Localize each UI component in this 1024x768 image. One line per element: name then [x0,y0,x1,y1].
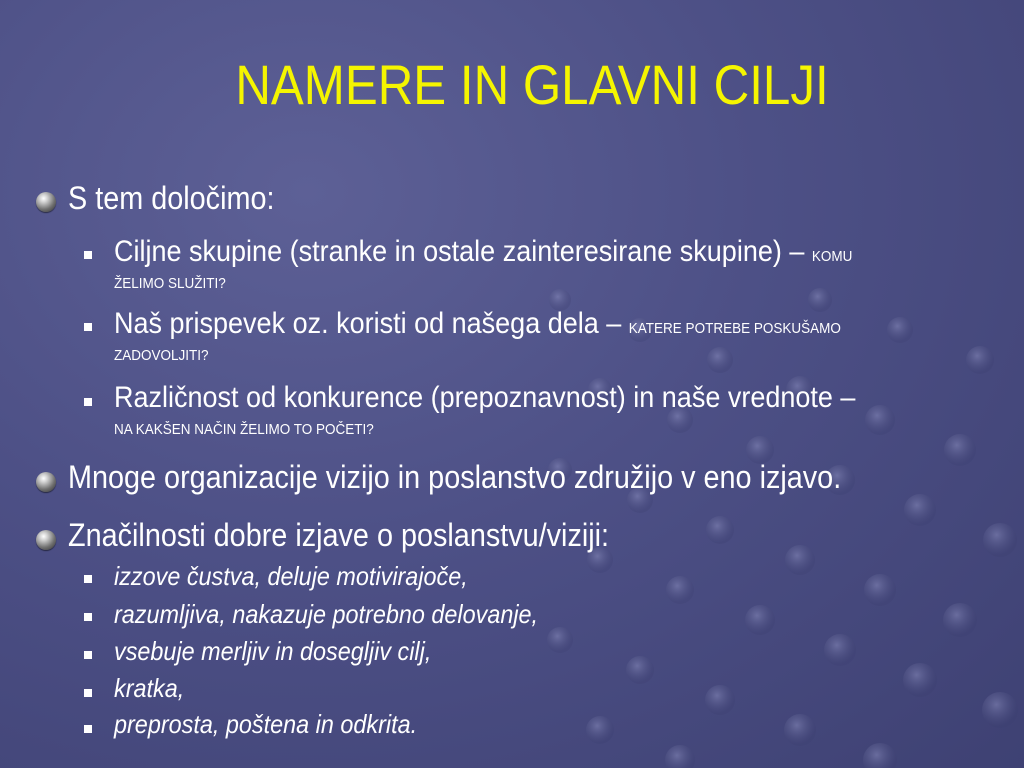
italic-item-3 [114,636,467,667]
square-bullet-icon [84,575,92,583]
sphere-bullet-icon [36,472,56,492]
sub-item-2 [114,306,922,347]
sub-item-1 [114,234,934,275]
sub-item-1-note: KOMU [811,248,853,265]
italic-item-2 [114,599,585,630]
sub-item-2-note-wrap [114,347,219,364]
square-bullet-icon [84,251,92,259]
sub-item-2-text: Naš prispevek oz. koristi od našega dela – [114,307,622,340]
slide-title: NAMERE IN GLAVNI CILJI [235,53,829,116]
italic-item-5 [114,709,451,740]
point-3-text: Značilnosti dobre izjave o poslanstvu/viziji: [68,517,610,553]
italic-item-5-text: preprosta, poštena in odkrita. [114,709,418,739]
square-bullet-icon [84,613,92,621]
square-bullet-icon [84,689,92,697]
sub-item-1-note-wrap [114,275,238,292]
square-bullet-icon [84,398,92,406]
sphere-bullet-icon [36,192,56,212]
sub-item-3 [114,380,938,421]
sphere-bullet-icon [36,530,56,550]
square-bullet-icon [84,323,92,331]
sub-item-3-text: Različnost od konkurence (prepoznavnost) in naše vrednote – [114,381,856,414]
point-2-text: Mnoge organizacije vizijo in poslanstvo združijo v eno izjavo. [68,459,842,495]
sub-item-1-note-wrap-text: ŽELIMO SLUŽITI? [114,275,226,292]
italic-item-2-text: razumljiva, nakazuje potrebno delovanje, [114,599,539,629]
intro-text: S tem določimo: [68,180,275,216]
square-bullet-icon [84,725,92,733]
italic-item-3-text: vsebuje merljiv in dosegljiv cilj, [114,636,432,666]
sub-item-1-text: Ciljne skupine (stranke in ostale zainteresirane skupine) – [114,235,805,268]
italic-item-1 [114,561,507,592]
italic-item-4 [114,673,192,704]
italic-item-4-text: kratka, [114,673,185,703]
sub-item-3-note-wrap-text: NA KAKŠEN NAČIN ŽELIMO TO POČETI? [114,421,374,438]
point-2 [68,458,927,496]
square-bullet-icon [84,651,92,659]
sub-item-2-note-wrap-text: ZADOVOLJITI? [114,347,209,364]
italic-item-1-text: izzove čustva, deluje motivirajoče, [114,561,468,591]
intro-point [68,179,297,217]
point-3 [68,516,669,554]
sub-item-3-note-wrap [114,421,403,438]
sub-item-2-note: KATERE POTREBE POSKUŠAMO [628,320,841,337]
